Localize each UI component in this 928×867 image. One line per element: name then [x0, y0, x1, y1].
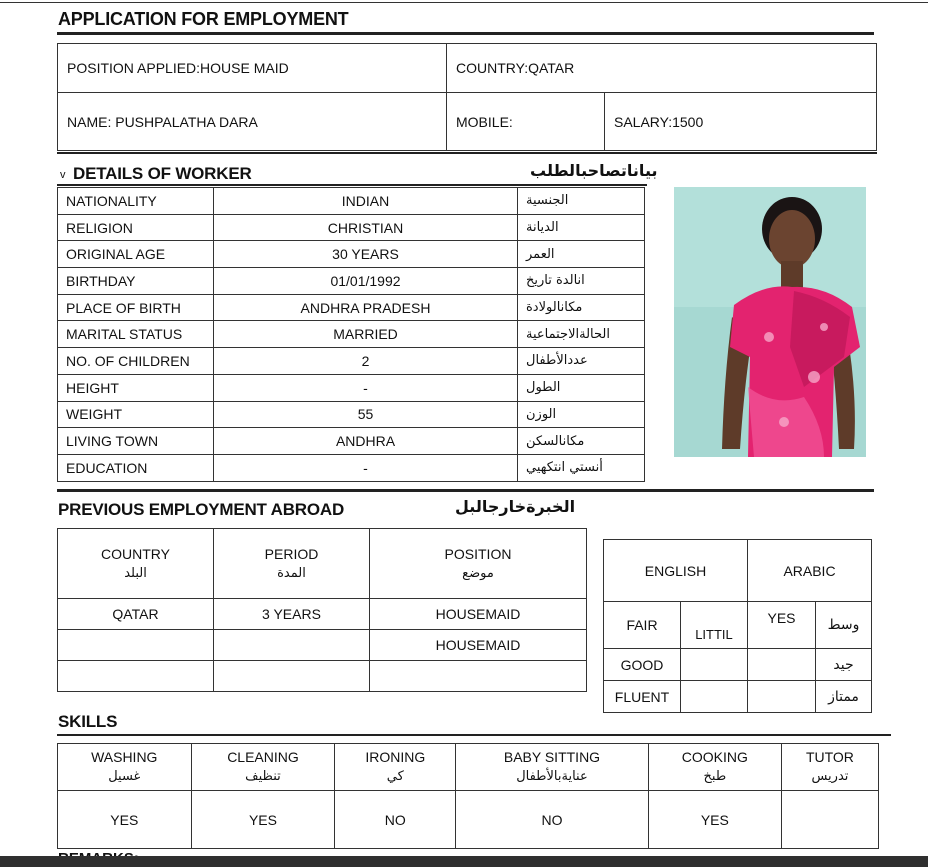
prev-cell: 3 YEARS [214, 599, 370, 630]
col-position-header [370, 529, 587, 599]
details-title: DETAILS OF WORKER [73, 164, 252, 183]
table-row [58, 348, 645, 375]
table-row [58, 428, 645, 455]
skill-label-arabic: تدريس [811, 769, 849, 784]
table-row [58, 630, 587, 661]
detail-label: NO. OF CHILDREN [58, 348, 214, 375]
worker-photo [674, 187, 866, 457]
skill-label-arabic: طبخ [703, 769, 727, 784]
col-period-label-arabic: المدة [277, 565, 306, 581]
arabic-header: ARABIC [748, 540, 872, 602]
detail-value: - [214, 454, 518, 481]
detail-value: - [214, 374, 518, 401]
detail-value: ANDHRA PRADESH [214, 294, 518, 321]
col-period-header [214, 529, 370, 599]
col-position-label-arabic: موضع [462, 565, 494, 581]
skill-label: CLEANING [227, 749, 299, 765]
skill-value [781, 791, 878, 849]
table-row [58, 188, 645, 215]
detail-value: MARRIED [214, 321, 518, 348]
prev-cell [370, 661, 587, 692]
fair-english-value: LITTIL [681, 602, 748, 649]
table-row [58, 241, 645, 268]
details-title-arabic: بياناتصاحبالطلب [530, 161, 658, 180]
language-table [603, 539, 872, 713]
table-row [58, 661, 587, 692]
previous-title-arabic: الخبرةخارجالبل [455, 497, 576, 516]
prev-cell: QATAR [58, 599, 214, 630]
skill-header [648, 744, 781, 791]
good-english-value [681, 649, 748, 681]
fair-label: FAIR [604, 602, 681, 649]
detail-value: CHRISTIAN [214, 214, 518, 241]
worker-photo-illustration [674, 187, 866, 457]
fluent-arabic-value [748, 681, 816, 713]
prev-cell: HOUSEMAID [370, 599, 587, 630]
good-arabic-value [748, 649, 816, 681]
bottom-strip [0, 856, 928, 867]
skill-value: NO [456, 791, 649, 849]
prev-cell [214, 630, 370, 661]
english-header: ENGLISH [604, 540, 748, 602]
detail-label-arabic: مكانالسكن [518, 428, 645, 455]
detail-label-arabic: العمر [518, 241, 645, 268]
detail-value: 2 [214, 348, 518, 375]
detail-label: BIRTHDAY [58, 268, 214, 295]
detail-label-arabic: أنستي انتكهيي [518, 454, 645, 481]
good-label: GOOD [604, 649, 681, 681]
table-row [58, 454, 645, 481]
prev-cell [58, 661, 214, 692]
detail-label-arabic: الطول [518, 374, 645, 401]
prev-cell [214, 661, 370, 692]
detail-value: 30 YEARS [214, 241, 518, 268]
skill-label: WASHING [91, 749, 158, 765]
previous-top-rule [57, 489, 874, 492]
detail-label: HEIGHT [58, 374, 214, 401]
detail-label-arabic: الديانة [518, 214, 645, 241]
position-applied: POSITION APPLIED:HOUSE MAID [58, 44, 447, 93]
skill-header [781, 744, 878, 791]
fluent-label: FLUENT [604, 681, 681, 713]
skills-title: SKILLS [58, 712, 118, 731]
table-row [58, 268, 645, 295]
mobile: MOBILE: [447, 93, 605, 151]
table-row [58, 374, 645, 401]
fair-arabic-value: YES [748, 602, 816, 649]
good-label-arabic: جيد [816, 649, 872, 681]
salary: SALARY:1500 [605, 93, 877, 151]
details-underline [57, 184, 647, 186]
detail-label: PLACE OF BIRTH [58, 294, 214, 321]
form-title: APPLICATION FOR EMPLOYMENT [58, 9, 349, 29]
detail-value: ANDHRA [214, 428, 518, 455]
skill-label: IRONING [365, 749, 426, 765]
col-country-label-arabic: البلد [124, 565, 147, 581]
skill-header [456, 744, 649, 791]
col-country-header [58, 529, 214, 599]
applicant-name: NAME: PUSHPALATHA DARA [58, 93, 447, 151]
worker-details-table [57, 187, 645, 482]
detail-label-arabic: انالدة تاريخ [518, 268, 645, 295]
detail-label-arabic: الجنسية [518, 188, 645, 215]
skill-label-arabic: غسيل [108, 769, 141, 784]
skill-label: COOKING [681, 749, 748, 765]
skill-value: YES [58, 791, 192, 849]
skill-value: YES [648, 791, 781, 849]
details-top-rule [57, 152, 877, 154]
skill-label-arabic: عنايةبالأطفال [516, 769, 588, 784]
table-row [58, 401, 645, 428]
prev-cell [58, 630, 214, 661]
skill-header [191, 744, 335, 791]
detail-label-arabic: عددالأطفال [518, 348, 645, 375]
skill-label: TUTOR [805, 749, 854, 765]
skill-label: BABY SITTING [503, 749, 601, 765]
skills-table [57, 743, 879, 849]
details-marker: v [60, 169, 66, 181]
col-position-label: POSITION [444, 545, 512, 562]
detail-label: ORIGINAL AGE [58, 241, 214, 268]
title-underline [57, 32, 874, 35]
col-period-label: PERIOD [264, 545, 319, 562]
applicant-summary-table [57, 43, 877, 151]
country: COUNTRY:QATAR [447, 44, 877, 93]
table-row [58, 214, 645, 241]
detail-value: 55 [214, 401, 518, 428]
detail-label: WEIGHT [58, 401, 214, 428]
detail-value: 01/01/1992 [214, 268, 518, 295]
detail-label-arabic: الوزن [518, 401, 645, 428]
previous-title: PREVIOUS EMPLOYMENT ABROAD [58, 500, 345, 519]
fluent-label-arabic: ممتاز [816, 681, 872, 713]
skill-header [335, 744, 456, 791]
fluent-english-value [681, 681, 748, 713]
detail-label: NATIONALITY [58, 188, 214, 215]
skill-value: NO [335, 791, 456, 849]
detail-label: MARITAL STATUS [58, 321, 214, 348]
prev-cell: HOUSEMAID [370, 630, 587, 661]
fair-label-arabic: وسط [816, 602, 872, 649]
detail-label-arabic: مكانالولادة [518, 294, 645, 321]
table-row [58, 321, 645, 348]
skill-label-arabic: كي [386, 769, 404, 784]
top-border [0, 2, 928, 3]
skill-value: YES [191, 791, 335, 849]
skill-label-arabic: تنظيف [245, 769, 281, 784]
table-row [58, 599, 587, 630]
table-row [58, 294, 645, 321]
detail-label-arabic: الحالةالاجتماعية [518, 321, 645, 348]
previous-employment-table [57, 528, 587, 692]
detail-value: INDIAN [214, 188, 518, 215]
detail-label: LIVING TOWN [58, 428, 214, 455]
skills-underline [57, 734, 891, 736]
detail-label: EDUCATION [58, 454, 214, 481]
col-country-label: COUNTRY [101, 545, 170, 562]
detail-label: RELIGION [58, 214, 214, 241]
skill-header [58, 744, 192, 791]
